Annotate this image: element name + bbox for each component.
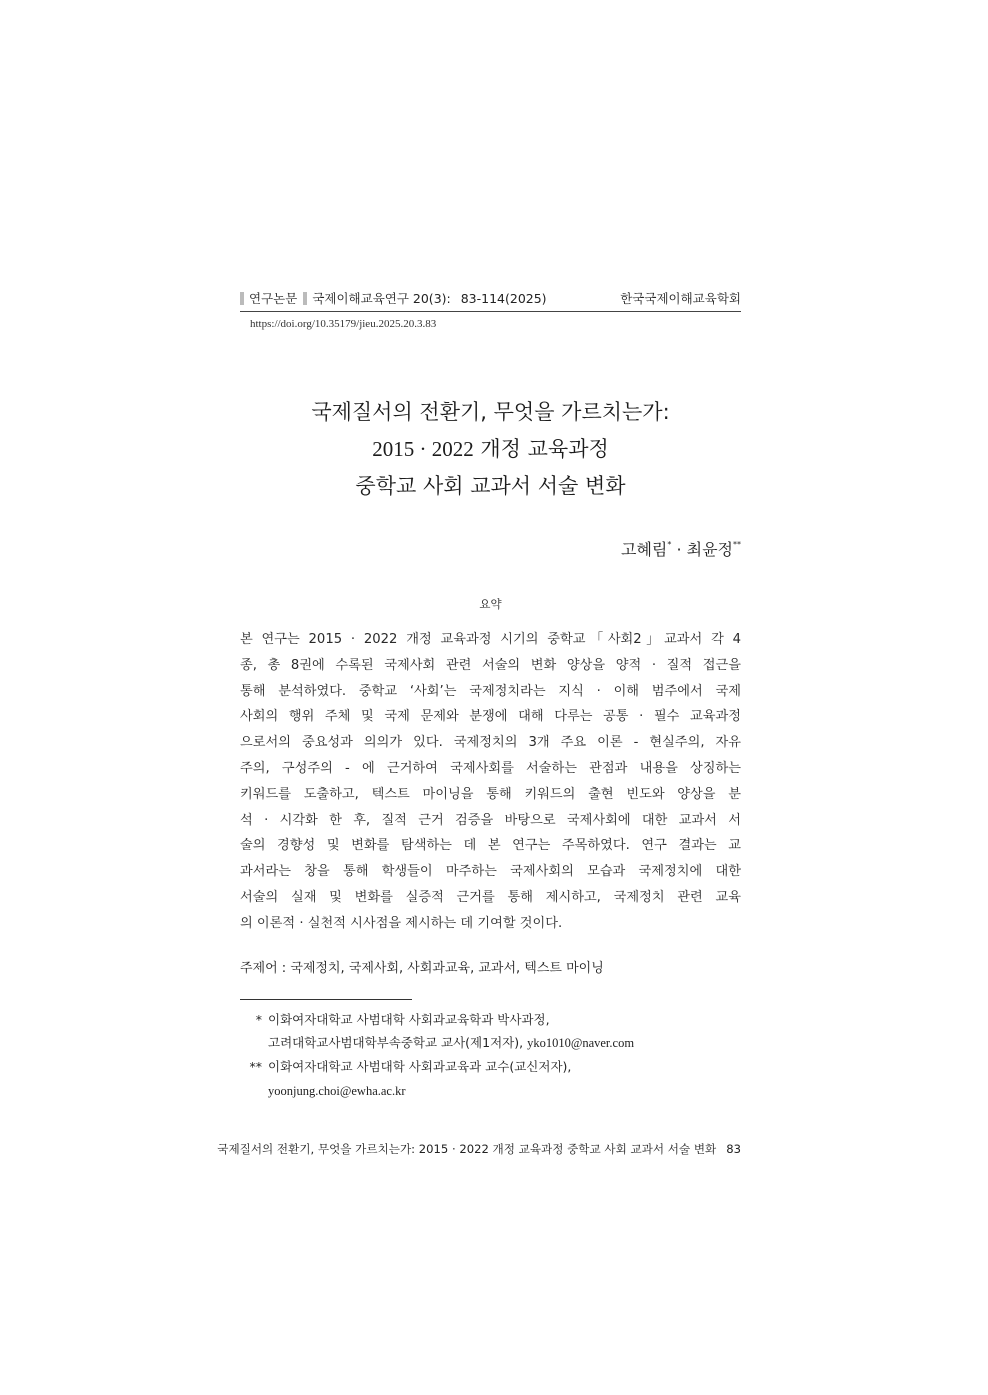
footnote-2 [240, 1055, 741, 1078]
header-marker [240, 292, 244, 305]
footnote-1 [240, 1008, 741, 1031]
footnote-2-affiliation: 이화여자대학교 사범대학 사회과교육과 교수(교신저자), [268, 1059, 572, 1075]
running-title: 국제질서의 전환기, 무엇을 가르치는가: 2015 · 2022 개정 교육과정 중학교 사회 교과서 서술 변화 [217, 1142, 717, 1156]
abstract-line: 과서라는 창을 통해 학생들이 마주하는 국제사회의 모습과 국제정치에 대한 [240, 864, 741, 880]
page-range: 83-114(2025) [460, 291, 547, 306]
footnote-2-cont [240, 1079, 741, 1103]
author-1-email[interactable]: yko1010@naver.com [527, 1036, 635, 1051]
title-line-1: 국제질서의 전환기, 무엇을 가르치는가: [311, 400, 670, 424]
abstract-line: 종, 총 8권에 수록된 국제사회 관련 서술의 변화 양상을 양적 · 질적 접근을 [240, 657, 741, 673]
author-separator: · [671, 540, 687, 559]
author-list [621, 537, 741, 560]
running-footer [217, 1141, 741, 1157]
abstract-line: 주의, 구성주의 - 에 근거하여 국제사회를 서술하는 관점과 내용을 상징하는 [240, 760, 741, 776]
abstract-line: 석 · 시각화 한 후, 질적 근거 검증을 바탕으로 국제사회에 대한 교과서 서 [240, 812, 741, 828]
author-2-mark: ** [733, 540, 741, 549]
title-line-2 [240, 431, 741, 468]
footnotes [240, 1008, 741, 1103]
author-1-mark: * [667, 540, 672, 549]
society-name: 한국국제이해교육학회 [620, 291, 741, 306]
keywords: 주제어 : 국제정치, 국제사회, 사회과교육, 교과서, 텍스트 마이닝 [240, 961, 604, 976]
footnote-1-affiliation: 이화여자대학교 사범대학 사회과교육학과 박사과정, [268, 1012, 550, 1027]
page-number: 83 [726, 1142, 741, 1156]
footnote-mark: * [255, 1012, 262, 1027]
abstract-body [240, 627, 741, 937]
abstract-line: 술의 경향성 및 변화를 탐색하는 데 본 연구는 주목하였다. 연구 결과는 교 [240, 838, 741, 854]
paper-title [240, 394, 741, 505]
author-1: 고혜림 [620, 540, 668, 559]
journal-header [240, 289, 741, 312]
title-years: 2015 · 2022 [372, 437, 474, 461]
abstract-line: 으로서의 중요성과 의의가 있다. 국제정치의 3개 주요 이론 - 현실주의, 자유 [240, 735, 741, 751]
title-line-3: 중학교 사회 교과서 서술 변화 [355, 474, 626, 498]
abstract-line: 의 이론적 · 실천적 시사점을 제시하는 데 기여할 것이다. [240, 915, 563, 931]
abstract-line: 사회의 행위 주체 및 국제 문제와 분쟁에 대해 다루는 공통 · 필수 교육과정 [240, 709, 741, 725]
journal-name: 국제이해교육연구 [312, 291, 409, 306]
article-category: 연구논문 [249, 291, 298, 306]
abstract-line: 본 연구는 2015 · 2022 개정 교육과정 시기의 중학교「사회2」교과서 각 4 [240, 632, 741, 647]
title-line-2-rest: 개정 교육과정 [473, 437, 609, 461]
footnote-divider [240, 999, 412, 1000]
footnote-1-cont [240, 1031, 741, 1055]
footnote-1-role: 고려대학교사범대학부속중학교 교사(제1저자), [268, 1035, 528, 1051]
doi-link[interactable]: https://doi.org/10.35179/jieu.2025.20.3.83 [250, 318, 437, 330]
abstract-line: 키워드를 도출하고, 텍스트 마이닝을 통해 키워드의 출현 빈도와 양상을 분 [240, 786, 741, 802]
header-marker [303, 292, 307, 305]
abstract-heading: 요약 [479, 597, 502, 611]
abstract-line: 통해 분석하였다. 중학교 ‘사회’는 국제정치라는 지식 · 이해 범주에서 국제 [240, 683, 741, 699]
abstract-line: 서술의 실재 및 변화를 실증적 근거를 통해 제시하고, 국제정치 관련 교육 [240, 889, 741, 905]
author-2-email[interactable]: yoonjung.choi@ewha.ac.kr [268, 1083, 406, 1098]
footnote-mark: ** [249, 1059, 262, 1075]
author-2: 최윤정 [686, 540, 733, 559]
volume-issue: 20(3): [412, 291, 451, 306]
